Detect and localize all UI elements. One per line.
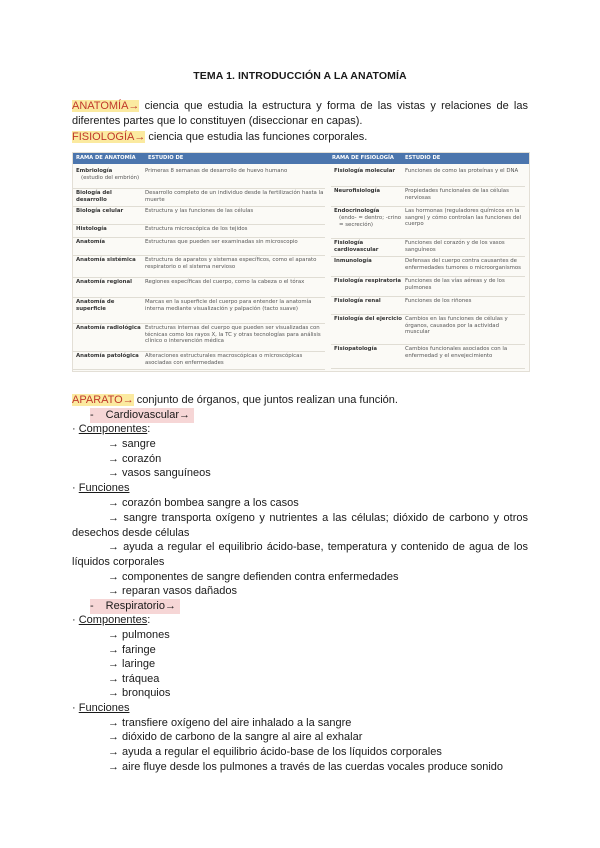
resp-func-item: → transfiere oxígeno del aire inhalado a la sangre xyxy=(108,717,352,729)
table-row xyxy=(331,256,525,277)
table-row xyxy=(331,186,525,207)
table-row xyxy=(73,166,325,189)
table-row-desc: Estructura y las funciones de las células xyxy=(145,208,254,214)
dash-marker: - xyxy=(90,409,94,421)
resp-comp-item: → laringe xyxy=(108,658,156,670)
table-row-sub: (estudio del embrión) xyxy=(81,175,140,181)
table-row-name: Histología xyxy=(76,226,107,232)
table-row xyxy=(331,206,525,239)
cardio-funciones-heading xyxy=(72,481,130,496)
table-row xyxy=(331,276,525,297)
table-row xyxy=(73,297,325,324)
cardio-func-item: → reparan vasos dañados xyxy=(108,585,238,597)
bullet-dot: · xyxy=(72,482,76,494)
table-row xyxy=(73,224,325,238)
cardio-comp-item: → sangre xyxy=(108,438,156,450)
table-row-desc: Defensas del cuerpo contra causantes de enfermedades tumores o microorganismos xyxy=(405,258,521,271)
resp-func-item: → aire fluye desde los pulmones a través de las cuerdas vocales produce sonido xyxy=(108,761,504,773)
table-row-desc: Primeras 8 semanas de desarrollo de huevo humano xyxy=(145,168,288,174)
table-row xyxy=(331,344,525,369)
table-row-desc: Alteraciones estructurales macroscópicas o microscópicas asociadas con enfermedades xyxy=(145,353,303,366)
resp-comp-item: → tráquea xyxy=(108,673,160,685)
table-row-desc: Desarrollo completo de un individuo desde la fertilización hasta la muerte xyxy=(145,190,324,203)
table-row-desc: Cambios funcionales asociados con la enfermedad y el envejecimiento xyxy=(405,346,508,359)
table-row xyxy=(73,255,325,278)
dash-marker: - xyxy=(90,600,94,612)
table-row xyxy=(73,351,325,370)
table-row-desc: Funciones de como las proteínas y el DNA xyxy=(405,168,519,174)
componentes-label: Componentes xyxy=(78,614,148,626)
table-row-name: Neurofisiología xyxy=(334,188,381,194)
cardio-func-item: → sangre transporta oxígeno y nutrientes a las células; dióxido de carbono y otros desechos desde células xyxy=(72,512,528,539)
table-row-desc: Cambios en las funciones de células y órganos, causados por la actividad muscular xyxy=(405,316,508,336)
table-row-name: Anatomía de superficie xyxy=(76,299,115,312)
anatomia-text: ciencia que estudia la estructura y forma de las vistas y relaciones de las diferentes partes que lo constituyen (diseccionar en capas). xyxy=(72,100,528,127)
aparato-definition xyxy=(72,393,398,408)
anatomia-term: ANATOMÍA→ xyxy=(72,100,140,112)
table-row xyxy=(73,323,325,352)
table-row-name: Anatomía regional xyxy=(76,279,132,285)
table-row-desc: Estructura microscópica de los tejidos xyxy=(145,226,248,232)
table-row-desc: Funciones del corazón y de los vasos sanguíneos xyxy=(405,240,505,253)
table-header-rama-fisiologia: RAMA DE FISIOLOGÍA xyxy=(329,153,405,164)
table-row-desc: Las hormonas (reguladores químicos en la sangre) y cómo controlan las funciones del cuerpo xyxy=(405,208,522,228)
table-row-desc: Marcas en la superficie del cuerpo para entender la anatomía interna mediante visualización y palpación (tacto suave) xyxy=(145,299,312,312)
resp-componentes-heading xyxy=(72,613,150,628)
fisiologia-definition xyxy=(72,130,528,145)
bullet-dot: · xyxy=(72,423,76,435)
respiratorio-heading xyxy=(90,599,180,614)
table-row-name: Anatomía xyxy=(76,239,106,245)
table-header-rama-anatomia: RAMA DE ANATOMÍA xyxy=(73,153,148,164)
resp-comp-item: → faringe xyxy=(108,644,156,656)
table-row xyxy=(331,296,525,315)
table-row-name: Fisiología renal xyxy=(334,298,381,304)
resp-comp-item: → bronquios xyxy=(108,687,171,699)
table-row-name: Anatomía radiológica xyxy=(76,325,141,331)
table-row-name: Fisiopatología xyxy=(334,346,377,352)
colon: : xyxy=(147,423,151,435)
resp-comp-item: → pulmones xyxy=(108,629,170,641)
respiratorio-label: Respiratorio→ xyxy=(105,600,176,612)
table-row-desc: Funciones de los riñones xyxy=(405,298,472,304)
cardio-componentes-heading xyxy=(72,422,150,437)
table-row xyxy=(331,238,525,257)
table-row xyxy=(73,188,325,207)
cardio-func-item: → componentes de sangre defienden contra enfermedades xyxy=(108,571,399,583)
resp-func-item: → ayuda a regular el equilibrio ácido-base de los líquidos corporales xyxy=(108,746,442,758)
table-row-desc: Estructura de aparatos y sistemas específicos, como el aparato respiratorio o el sistema nervioso xyxy=(145,257,317,270)
table-row xyxy=(73,237,325,256)
table-row-desc: Estructuras que pueden ser examinadas sin microscopio xyxy=(145,239,298,245)
table-row xyxy=(73,277,325,298)
table-row-desc: Funciones de las vías aéreas y de los pulmones xyxy=(405,278,505,291)
page-title: TEMA 1. INTRODUCCIÓN A LA ANATOMÍA xyxy=(193,70,407,82)
table-row-desc: Propiedades funcionales de las células nerviosas xyxy=(405,188,509,201)
table-row-desc: Estructuras internas del cuerpo que pueden ser visualizadas con técnicas como los rayos X, la TC y otras tecnologías para análisis clínico o intervención médica xyxy=(145,325,321,345)
table-row-name: Anatomía sistémica xyxy=(76,257,136,263)
table-header-estudio-2: ESTUDIO DE xyxy=(405,153,529,164)
table-row-sub: (endo- = dentro; -crino = secreción) xyxy=(339,215,402,228)
componentes-label: Componentes xyxy=(78,423,148,435)
table-row xyxy=(73,206,325,225)
cardio-comp-item: → corazón xyxy=(108,453,162,465)
resp-funciones-heading xyxy=(72,701,130,716)
table-row-name: Fisiología respiratoria xyxy=(334,278,402,284)
cardiovascular-heading xyxy=(90,408,194,423)
fisiologia-text: ciencia que estudia las funciones corporales. xyxy=(145,131,368,143)
anatomia-definition xyxy=(72,99,528,129)
table-row-name: Biología celular xyxy=(76,208,124,214)
colon: : xyxy=(147,614,151,626)
aparato-text: conjunto de órganos, que juntos realizan una función. xyxy=(133,394,398,406)
bullet-dot: · xyxy=(72,702,76,714)
table-row xyxy=(331,166,525,187)
table-row-name: Inmunología xyxy=(334,258,372,264)
bullet-dot: · xyxy=(72,614,76,626)
table-row xyxy=(331,314,525,345)
table-row-desc: Regiones específicas del cuerpo, como la cabeza o el tórax xyxy=(145,279,305,285)
cardio-func-item: → corazón bombea sangre a los casos xyxy=(108,497,299,509)
cardio-comp-item: → vasos sanguíneos xyxy=(108,467,211,479)
fisiologia-term: FISIOLOGÍA→ xyxy=(72,131,146,143)
table-row-name: Anatomía patológica xyxy=(76,353,139,359)
resp-func-item: → dióxido de carbono de la sangre al aire al exhalar xyxy=(108,731,363,743)
table-row-name: Fisiología molecular xyxy=(334,168,396,174)
table-row-name: Fisiología del ejercicio xyxy=(334,316,402,322)
table-row-name: Fisiología cardiovascular xyxy=(334,240,379,253)
cardiovascular-label: Cardiovascular→ xyxy=(105,409,191,421)
funciones-label: Funciones xyxy=(78,482,130,494)
anatomy-physiology-table xyxy=(72,152,530,372)
table-header-estudio-1: ESTUDIO DE xyxy=(148,153,329,164)
table-row-name: Biología del desarrollo xyxy=(76,190,112,203)
table-row-name: Embriología xyxy=(76,168,113,174)
funciones-label: Funciones xyxy=(78,702,130,714)
table-row-name: Endocrinología xyxy=(334,208,380,214)
aparato-term: APARATO→ xyxy=(72,394,134,406)
cardio-func-item: → ayuda a regular el equilibrio ácido-base, temperatura y contenido de agua de los líquidos corporales xyxy=(72,541,528,568)
